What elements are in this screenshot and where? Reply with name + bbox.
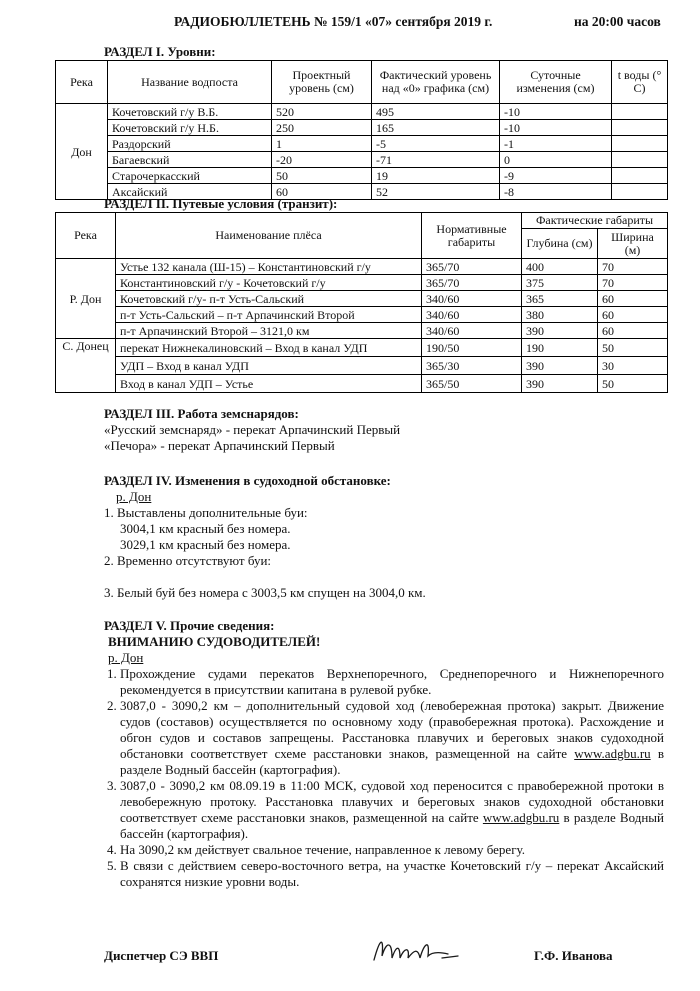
list-item — [120, 858, 664, 890]
section1-title: РАЗДЕЛ I. Уровни: — [104, 44, 216, 59]
fact-cell: -71 — [372, 152, 500, 168]
table-row — [56, 168, 668, 184]
river-cell: Р. Дон — [56, 259, 116, 339]
proj-cell: 1 — [272, 136, 372, 152]
section4-title: РАЗДЕЛ IV. Изменения в судоходной обстановке: — [104, 473, 391, 488]
change-cell: -10 — [500, 104, 612, 120]
reach-cell: Устье 132 канала (Ш-15) – Константиновский г/у — [116, 259, 422, 275]
width-cell: 60 — [598, 323, 668, 339]
temp-cell — [612, 104, 668, 120]
dredger-line: «Русский земснаряд» - перекат Арпачинский Первый — [104, 422, 401, 437]
col-width: Ширина (м) — [598, 229, 668, 259]
proj-cell: 60 — [272, 184, 372, 200]
river-cell: С. Донец — [56, 339, 116, 393]
table-row — [56, 307, 668, 323]
width-cell: 50 — [598, 375, 668, 393]
change-cell: -1 — [500, 136, 612, 152]
norm-cell: 365/70 — [422, 275, 522, 291]
site-link[interactable]: www.adgbu.ru — [574, 746, 651, 761]
reach-cell: Кочетовский г/у- п-т Усть-Сальский — [116, 291, 422, 307]
depth-cell: 390 — [522, 375, 598, 393]
table-row — [56, 120, 668, 136]
temp-cell — [612, 120, 668, 136]
reach-cell: п-т Усть-Сальский – п-т Арпачинский Второй — [116, 307, 422, 323]
fact-cell: 495 — [372, 104, 500, 120]
col-post: Название водпоста — [108, 61, 272, 104]
note-text: На 3090,2 км действует свальное течение, направленное к левому берегу. — [120, 842, 525, 857]
width-cell: 70 — [598, 259, 668, 275]
post-cell: Кочетовский г/у В.Б. — [108, 104, 272, 120]
note-text-after: в разделе Водный бассейн (картография). — [120, 746, 664, 777]
proj-cell: 250 — [272, 120, 372, 136]
list-item — [120, 666, 664, 698]
col-actual: Фактические габариты — [522, 213, 668, 229]
section2-title: РАЗДЕЛ II. Путевые условия (транзит): — [104, 196, 338, 211]
post-cell: Багаевский — [108, 152, 272, 168]
width-cell: 30 — [598, 357, 668, 375]
transit-header-row — [56, 213, 668, 229]
list-item — [120, 698, 664, 778]
table-row — [56, 339, 668, 357]
fact-cell: 52 — [372, 184, 500, 200]
change-cell: -10 — [500, 120, 612, 136]
depth-cell: 375 — [522, 275, 598, 291]
change-cell: -9 — [500, 168, 612, 184]
depth-cell: 190 — [522, 339, 598, 357]
table-row — [56, 291, 668, 307]
change-cell: 0 — [500, 152, 612, 168]
post-cell: Старочеркасский — [108, 168, 272, 184]
section5-river: р. Дон — [108, 650, 144, 665]
depth-cell: 400 — [522, 259, 598, 275]
note-text: В связи с действием северо-восточного ветра, на участке Кочетовский г/у – перекат Аксайский сохранятся низкие уровни воды. — [120, 858, 664, 889]
section4-item1: 1. Выставлены дополнительные буи: — [104, 505, 308, 520]
bulletin-time: на 20:00 часов — [574, 14, 661, 29]
norm-cell: 365/70 — [422, 259, 522, 275]
table-row — [56, 152, 668, 168]
section4-item1-b: 3029,1 км красный без номера. — [120, 537, 291, 552]
reach-cell: УДП – Вход в канал УДП — [116, 357, 422, 375]
reach-cell: Константиновский г/у - Кочетовский г/у — [116, 275, 422, 291]
list-item — [120, 778, 664, 842]
reach-cell: п-т Арпачинский Второй – 3121,0 км — [116, 323, 422, 339]
norm-cell: 190/50 — [422, 339, 522, 357]
site-link[interactable]: www.adgbu.ru — [482, 810, 560, 825]
col-river: Река — [56, 61, 108, 104]
table-row — [56, 136, 668, 152]
temp-cell — [612, 152, 668, 168]
section5-title: РАЗДЕЛ V. Прочие сведения: — [104, 618, 275, 633]
notes-list — [104, 666, 664, 890]
norm-cell: 340/60 — [422, 323, 522, 339]
temp-cell — [612, 184, 668, 200]
attention-heading: ВНИМАНИЮ СУДОВОДИТЕЛЕЙ! — [108, 634, 321, 649]
depth-cell: 390 — [522, 323, 598, 339]
col-water-temp: t воды (° C) — [612, 61, 668, 104]
dispatcher-label: Диспетчер СЭ ВВП — [104, 948, 219, 963]
norm-cell: 340/60 — [422, 291, 522, 307]
depth-cell: 390 — [522, 357, 598, 375]
signature-block — [0, 940, 700, 970]
section3 — [104, 406, 664, 454]
list-item — [120, 842, 664, 858]
section4-item1-a: 3004,1 км красный без номера. — [120, 521, 291, 536]
table-row — [56, 104, 668, 120]
dredger-line: «Печора» - перекат Арпачинский Первый — [104, 438, 335, 453]
bulletin-title: РАДИОБЮЛЛЕТЕНЬ № 159/1 «07» сентября 2019 г. — [174, 14, 493, 29]
proj-cell: -20 — [272, 152, 372, 168]
table-row — [56, 275, 668, 291]
fact-cell: -5 — [372, 136, 500, 152]
col-reach: Наименование плёса — [116, 213, 422, 259]
col-norm: Нормативные габариты — [422, 213, 522, 259]
width-cell: 60 — [598, 307, 668, 323]
section4 — [104, 473, 664, 601]
section5 — [104, 618, 664, 890]
temp-cell — [612, 168, 668, 184]
col-project-level: Проектный уровень (см) — [272, 61, 372, 104]
proj-cell: 520 — [272, 104, 372, 120]
levels-header-row — [56, 61, 668, 104]
reach-cell: перекат Нижнекалиновский – Вход в канал УДП — [116, 339, 422, 357]
note-text-after: в разделе Водный бассейн (картография). — [120, 810, 664, 841]
width-cell: 50 — [598, 339, 668, 357]
section3-title: РАЗДЕЛ III. Работа земснарядов: — [104, 406, 299, 421]
section4-river: р. Дон — [116, 489, 152, 504]
levels-table — [55, 60, 668, 200]
post-cell: Раздорский — [108, 136, 272, 152]
bulletin-header — [0, 14, 700, 34]
transit-table — [55, 212, 668, 393]
section4-item2: 2. Временно отсутствуют буи: — [104, 553, 272, 568]
table-row — [56, 357, 668, 375]
col-actual-level: Фактический уровень над «0» графика (см) — [372, 61, 500, 104]
col-daily-change: Суточные изменения (см) — [500, 61, 612, 104]
fact-cell: 19 — [372, 168, 500, 184]
width-cell: 70 — [598, 275, 668, 291]
col-depth: Глубина (см) — [522, 229, 598, 259]
fact-cell: 165 — [372, 120, 500, 136]
norm-cell: 340/60 — [422, 307, 522, 323]
norm-cell: 365/30 — [422, 357, 522, 375]
col-river: Река — [56, 213, 116, 259]
depth-cell: 365 — [522, 291, 598, 307]
depth-cell: 380 — [522, 307, 598, 323]
temp-cell — [612, 136, 668, 152]
note-text: 3087,0 - 3090,2 км 08.09.19 в 11:00 МСК, судовой ход переносится с правобережной протоки в левобережную протоку. Расстановка плавучих и береговых знаков судоходной обстановки соответствует схеме расстановки знаков, размещенной на сайте — [120, 778, 664, 825]
norm-cell: 365/50 — [422, 375, 522, 393]
proj-cell: 50 — [272, 168, 372, 184]
section4-item3: 3. Белый буй без номера с 3003,5 км спущен на 3004,0 км. — [104, 585, 426, 600]
table-row — [56, 375, 668, 393]
change-cell: -8 — [500, 184, 612, 200]
river-cell: Дон — [56, 104, 108, 200]
table-row — [56, 323, 668, 339]
note-text: Прохождение судами перекатов Верхнепоречного, Среднепоречного и Нижнепоречного рекомендуется в присутствии капитана в рулевой рубке. — [120, 666, 664, 697]
table-row — [56, 259, 668, 275]
post-cell: Кочетовский г/у Н.Б. — [108, 120, 272, 136]
width-cell: 60 — [598, 291, 668, 307]
handwritten-signature — [370, 934, 470, 970]
signer-name: Г.Ф. Иванова — [534, 948, 613, 963]
note-text: 3087,0 - 3090,2 км – дополнительный судовой ход (левобережная протока) закрыт. Движение судов (составов) осуществляется по основному ходу (правобережная протока). Расхождение и обгон судов и составов запрещены. Расстановка плавучих и береговых знаков судоходной обстановки соответствует схеме расстановки знаков, размещенной на сайте — [120, 698, 664, 761]
post-cell: Аксайский — [108, 184, 272, 200]
reach-cell: Вход в канал УДП – Устье — [116, 375, 422, 393]
